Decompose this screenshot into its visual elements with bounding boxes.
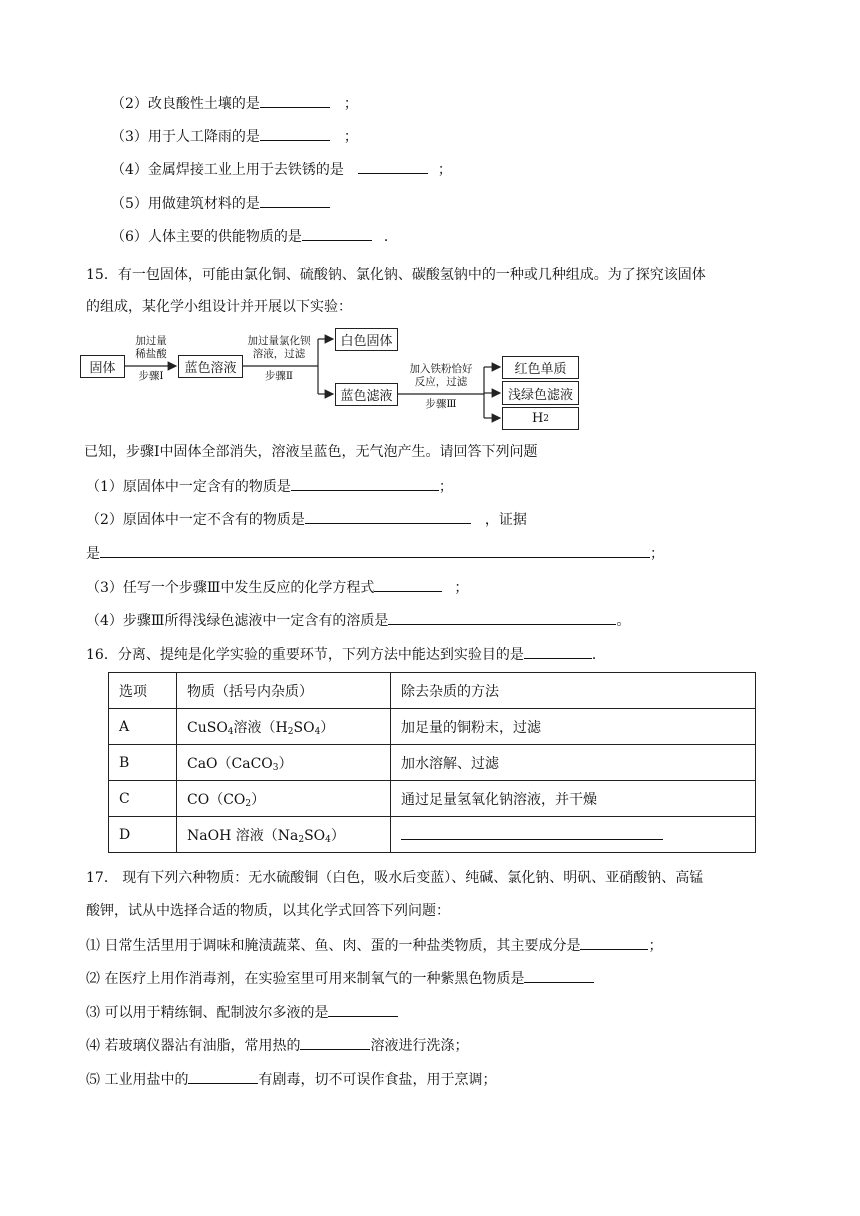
q14-item-4-label: （4）金属焊接工业上用于去铁锈的是 xyxy=(111,162,344,178)
q17-stem-line2: 酸钾，试从中选择合适的物质，以其化学式回答下列问题： xyxy=(86,903,450,919)
answer-blank[interactable] xyxy=(524,644,592,659)
answer-blank[interactable] xyxy=(524,968,594,983)
step2-label: 步骤Ⅱ xyxy=(264,370,294,382)
answer-blank[interactable] xyxy=(388,610,616,625)
header-method: 除去杂质的方法 xyxy=(391,673,756,709)
q17-item-5-end: 有剧毒，切不可误作食盐，用于烹调； xyxy=(258,1072,497,1088)
row-substance xyxy=(177,781,391,817)
substance-part: NaOH 溶液（Na xyxy=(187,827,299,844)
substance-part: ） xyxy=(251,791,266,808)
q16-stem-text: 16．分离、提纯是化学实验的重要环节，下列方法中能达到实验目的是 xyxy=(86,647,524,663)
answer-blank[interactable] xyxy=(291,476,439,491)
q15-sub2-line2 xyxy=(86,543,664,564)
substance-part: SO xyxy=(293,719,315,736)
substance-subscript: 2 xyxy=(245,798,252,809)
row-substance xyxy=(177,817,391,853)
h2-subscript: 2 xyxy=(543,413,550,424)
q17-item-1 xyxy=(86,935,662,956)
row-method: 加水溶解、过滤 xyxy=(391,745,756,781)
answer-blank[interactable] xyxy=(300,1035,370,1050)
step1-label: 步骤Ⅰ xyxy=(138,370,164,382)
table-row xyxy=(109,817,756,853)
q17-item-4 xyxy=(86,1035,468,1056)
box-red-element: 红色单质 xyxy=(502,356,579,379)
q16-options-table xyxy=(108,672,756,853)
q17-item-3 xyxy=(86,1002,398,1023)
row-substance xyxy=(177,745,391,781)
box-light-green-filtrate: 浅绿色滤液 xyxy=(502,381,579,405)
substance-subscript: 2 xyxy=(287,726,294,737)
step3-reagent xyxy=(400,363,482,389)
step2-reagent xyxy=(241,335,317,361)
substance-part: CaO（CaCO xyxy=(187,755,273,772)
substance-part: CO（CO xyxy=(187,791,246,808)
q15-known: 已知，步骤Ⅰ中固体全部消失，溶液呈蓝色，无气泡产生。请回答下列问题 xyxy=(84,444,538,460)
substance-part: ） xyxy=(320,719,335,736)
q14-item-3-label: （3）用于人工降雨的是 xyxy=(111,129,260,145)
q14-item-5-label: （5）用做建筑材料的是 xyxy=(111,196,260,212)
q15-sub4 xyxy=(86,610,630,631)
q15-sub2-line2-text: 是 xyxy=(86,546,100,562)
q17-item-3-text: ⑶ 可以用于精练铜、配制波尔多液的是 xyxy=(86,1005,329,1021)
q16-stem xyxy=(86,644,606,665)
q15-sub2-text: （2）原固体中一定不含有的物质是 xyxy=(86,512,305,528)
header-option: 选项 xyxy=(109,673,177,709)
step1-reagent-line1: 加过量 xyxy=(135,335,167,347)
q17-item-1-end: ； xyxy=(648,938,663,954)
h2-symbol: H xyxy=(531,411,544,426)
q14-item-4-end: ； xyxy=(437,162,452,178)
table-row xyxy=(109,781,756,817)
substance-subscript: 4 xyxy=(325,834,331,845)
q17-item-5 xyxy=(86,1069,496,1090)
answer-blank[interactable] xyxy=(580,935,648,950)
answer-blank[interactable] xyxy=(305,509,471,524)
q17-item-4-end: 溶液进行洗涤； xyxy=(370,1038,469,1054)
step1-reagent-line2: 稀盐酸 xyxy=(135,348,167,360)
row-substance xyxy=(177,709,391,745)
step2-reagent-line2: 溶液，过滤 xyxy=(252,348,306,360)
q15-sub2-mid: ，证据 xyxy=(484,512,527,528)
q15-sub3-text: （3）任写一个步骤Ⅲ中发生反应的化学方程式 xyxy=(86,580,375,596)
step3-label: 步骤Ⅲ xyxy=(425,398,457,410)
q17-stem-line1: 17． 现有下列六种物质：无水硫酸铜（白色，吸水后变蓝）、纯碱、氯化钠、明矾、亚硝酸钠、高锰 xyxy=(86,870,704,886)
box-blue-filtrate: 蓝色滤液 xyxy=(335,383,398,406)
table-row xyxy=(109,745,756,781)
answer-blank[interactable] xyxy=(374,577,442,592)
q15-sub1 xyxy=(86,476,453,497)
q15-stem-line1: 15．有一包固体，可能由氯化铜、硫酸钠、氯化钠、碳酸氢钠中的一种或几种组成。为了探究该固体 xyxy=(86,267,706,283)
q15-stem-line2: 的组成，某化学小组设计并开展以下实验： xyxy=(86,299,352,315)
q14-item-2-label: （2）改良酸性土壤的是 xyxy=(111,96,260,112)
q15-sub1-end: ； xyxy=(438,479,453,495)
step3-reagent-line1: 加入铁粉恰好 xyxy=(409,363,473,375)
row-method: 通过足量氢氧化钠溶液，并干燥 xyxy=(391,781,756,817)
row-option: C xyxy=(109,781,177,817)
q17-item-2 xyxy=(86,968,594,989)
q15-sub3-end: ； xyxy=(454,580,469,596)
q14-item-2-end: ； xyxy=(343,96,358,112)
q14-item-3-end: ； xyxy=(343,129,358,145)
substance-part: SO xyxy=(304,827,326,844)
q16-stem-end: ． xyxy=(591,647,606,663)
header-substance: 物质（括号内杂质） xyxy=(177,673,391,709)
q17-item-5-text: ⑸ 工业用盐中的 xyxy=(86,1072,189,1088)
q15-sub1-text: （1）原固体中一定含有的物质是 xyxy=(86,479,291,495)
box-blue-solution: 蓝色溶液 xyxy=(178,355,243,378)
answer-blank[interactable] xyxy=(401,825,663,840)
q15-sub2-end: ； xyxy=(650,546,664,562)
substance-subscript: 4 xyxy=(227,726,234,737)
row-option: B xyxy=(109,745,177,781)
q15-sub3 xyxy=(86,577,468,598)
q17-item-1-text: ⑴ 日常生活里用于调味和腌渍蔬菜、鱼、肉、蛋的一种盐类物质，其主要成分是 xyxy=(86,938,581,954)
step2-reagent-line1: 加过量氯化钡 xyxy=(247,335,311,347)
row-option: A xyxy=(109,709,177,745)
substance-part: ） xyxy=(330,827,345,844)
q17-item-2-text: ⑵ 在医疗上用作消毒剂，在实验室里可用来制氧气的一种紫黑色物质是 xyxy=(86,971,525,987)
q15-sub4-text: （4）步骤Ⅲ所得浅绿色滤液中一定含有的溶质是 xyxy=(86,613,389,629)
substance-subscript: 3 xyxy=(272,762,279,773)
q14-item-6-end: ． xyxy=(383,229,398,245)
row-method: 加足量的铜粉末，过滤 xyxy=(391,709,756,745)
row-option: D xyxy=(109,817,177,853)
box-h2 xyxy=(502,407,579,430)
q17-item-4-text: ⑷ 若玻璃仪器沾有油脂，常用热的 xyxy=(86,1038,301,1054)
substance-part: ） xyxy=(278,755,293,772)
table-header-row xyxy=(109,673,756,709)
substance-subscript: 4 xyxy=(314,726,321,737)
step1-reagent xyxy=(126,335,176,361)
q15-sub4-end: 。 xyxy=(616,613,631,629)
row-method xyxy=(391,817,756,853)
q15-sub2 xyxy=(86,509,527,530)
box-white-solid: 白色固体 xyxy=(335,328,398,351)
substance-part: CuSO xyxy=(187,719,228,736)
answer-blank[interactable] xyxy=(188,1069,258,1084)
answer-blank[interactable] xyxy=(328,1002,398,1017)
substance-subscript: 2 xyxy=(298,834,305,845)
answer-blank[interactable] xyxy=(100,543,650,558)
box-solid: 固体 xyxy=(80,355,125,378)
step3-reagent-line2: 反应，过滤 xyxy=(414,376,468,388)
table-row xyxy=(109,709,756,745)
q14-item-6-label: （6）人体主要的供能物质的是 xyxy=(111,229,302,245)
substance-part: 溶液（H xyxy=(233,719,288,736)
